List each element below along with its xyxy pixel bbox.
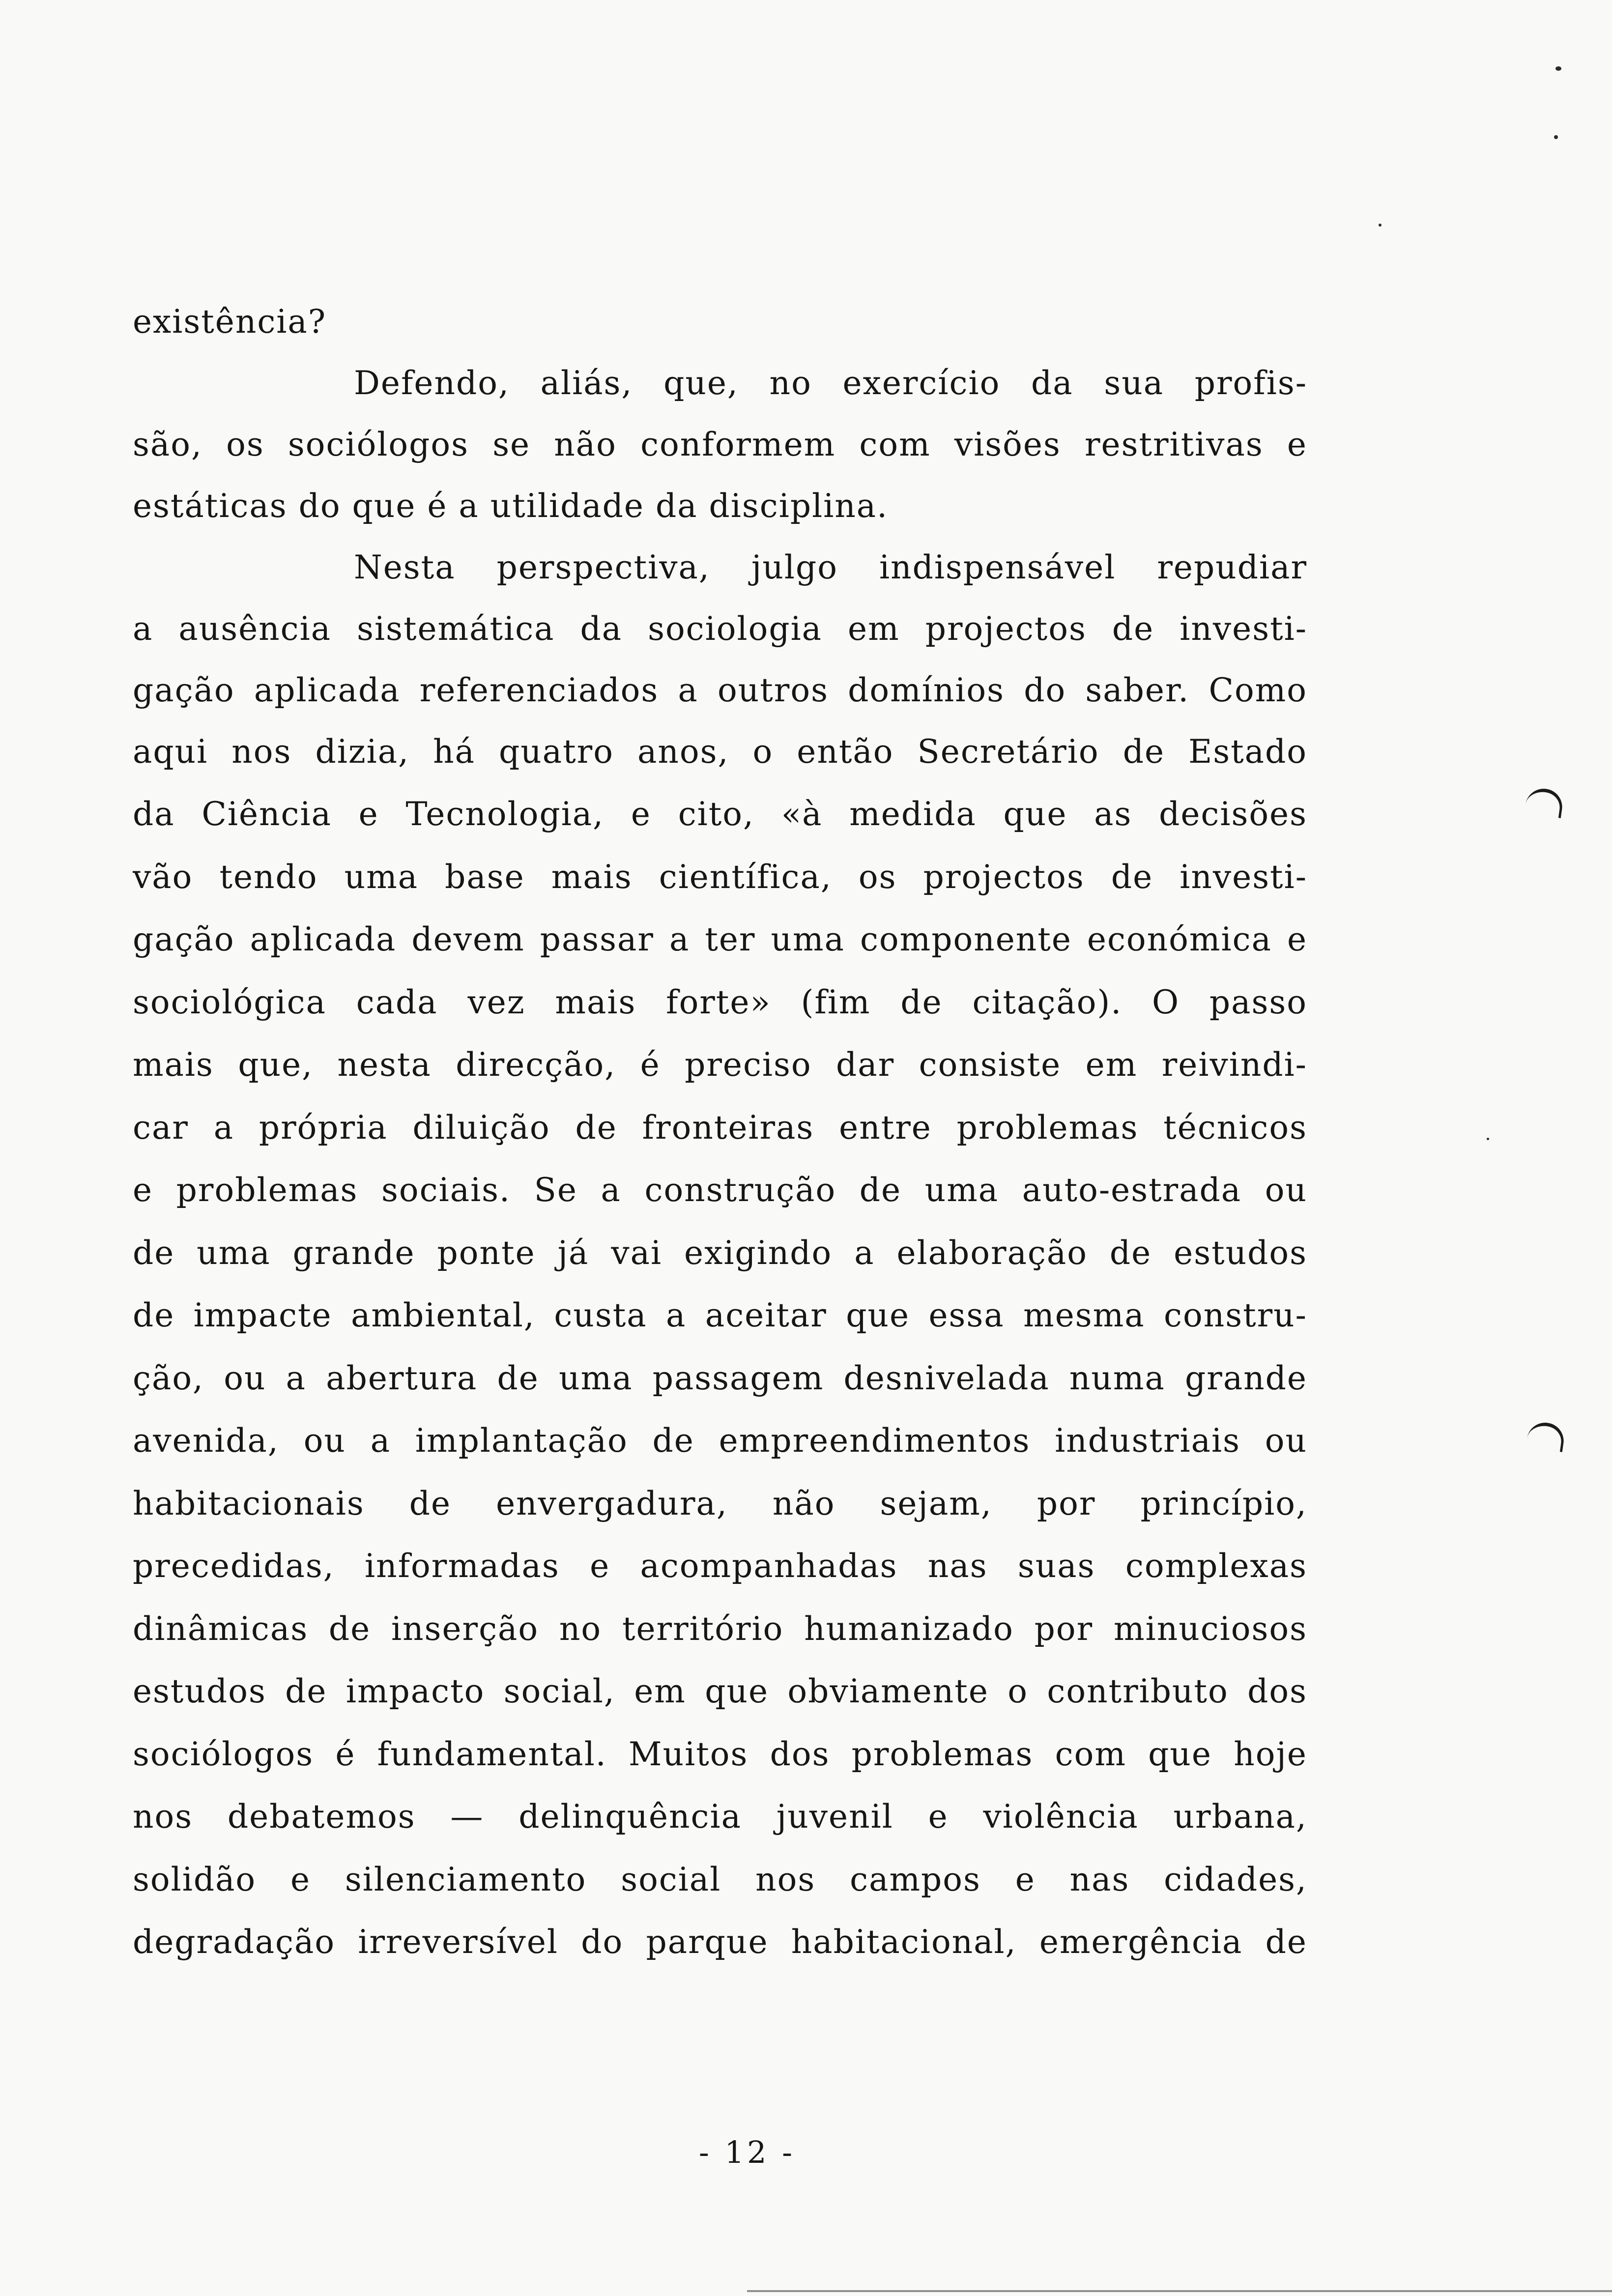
text-line: dinâmicas de inserção no território humanizado por minuciosos	[133, 1610, 1307, 1648]
text-line: habitacionais de envergadura, não sejam, por princípio,	[133, 1485, 1307, 1522]
text-line: da Ciência e Tecnologia, e cito, «à medida que as decisões	[133, 795, 1307, 833]
scan-speck	[1379, 224, 1382, 227]
text-line: mais que, nesta direcção, é preciso dar consiste em reivindi-	[133, 1046, 1307, 1084]
scan-edge-line	[747, 2290, 1612, 2292]
scan-arc-mark	[1525, 786, 1565, 818]
text-line: a ausência sistemática da sociologia em projectos de investi-	[133, 610, 1307, 648]
text-line: sociólogos é fundamental. Muitos dos problemas com que hoje	[133, 1735, 1307, 1773]
text-line: car a própria diluição de fronteiras entre problemas técnicos	[133, 1109, 1307, 1147]
text-line: degradação irreversível do parque habitacional, emergência de	[133, 1923, 1307, 1961]
text-line: gação aplicada referenciados a outros domínios do saber. Como	[133, 671, 1307, 709]
page-number: - 12 -	[698, 2134, 796, 2170]
scan-arc-mark	[1526, 1420, 1566, 1452]
text-line: existência?	[133, 303, 327, 341]
text-line: ção, ou a abertura de uma passagem desnivelada numa grande	[133, 1359, 1307, 1397]
text-line: são, os sociólogos se não conformem com visões restritivas e	[133, 426, 1307, 463]
paragraph-first-line: Nesta perspectiva, julgo indispensável repudiar	[354, 548, 1307, 586]
text-line: aqui nos dizia, há quatro anos, o então Secretário de Estado	[133, 733, 1307, 771]
text-line: e problemas sociais. Se a construção de uma auto-estrada ou	[133, 1171, 1307, 1209]
text-line: de uma grande ponte já vai exigindo a elaboração de estudos	[133, 1234, 1307, 1272]
scan-speck	[1554, 135, 1558, 139]
text-line: de impacte ambiental, custa a aceitar que essa mesma constru-	[133, 1296, 1307, 1334]
text-line: vão tendo uma base mais científica, os projectos de investi-	[133, 858, 1307, 896]
paragraph-first-line: Defendo, aliás, que, no exercício da sua profis-	[354, 364, 1307, 402]
text-line: gação aplicada devem passar a ter uma componente económica e	[133, 920, 1307, 958]
text-line: precedidas, informadas e acompanhadas nas suas complexas	[133, 1547, 1307, 1585]
scan-speck	[1487, 1138, 1489, 1140]
scan-speck	[1555, 66, 1561, 71]
text-line: avenida, ou a implantação de empreendimentos industriais ou	[133, 1422, 1307, 1460]
text-line: nos debatemos — delinquência juvenil e violência urbana,	[133, 1798, 1307, 1836]
text-line: solidão e silenciamento social nos campos e nas cidades,	[133, 1861, 1307, 1898]
text-line: estudos de impacto social, em que obviamente o contributo dos	[133, 1672, 1307, 1710]
text-line: sociológica cada vez mais forte» (fim de citação). O passo	[133, 983, 1307, 1021]
text-line: estáticas do que é a utilidade da disciplina.	[133, 487, 889, 525]
